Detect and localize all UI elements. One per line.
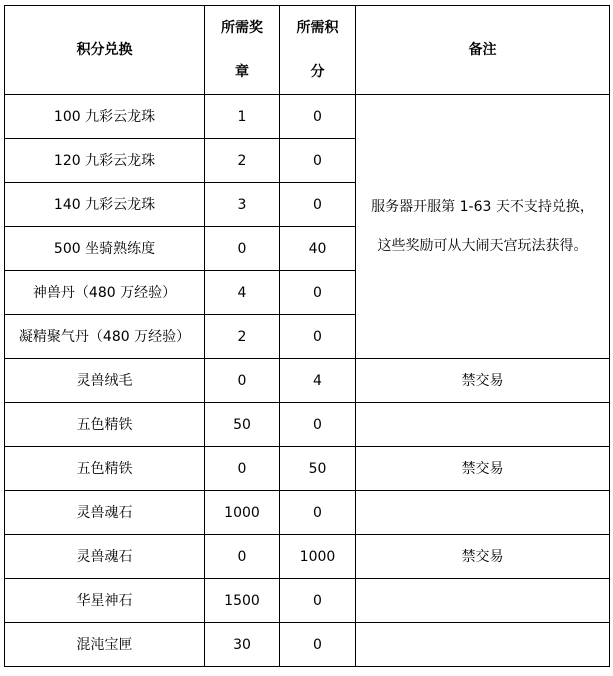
exchange-table bbox=[4, 5, 610, 667]
points-cell: 0 bbox=[280, 403, 356, 447]
merged-note-line2: 这些奖励可从大闹天宫玩法获得。 bbox=[377, 237, 588, 254]
table-row bbox=[5, 95, 610, 139]
points-cell: 0 bbox=[280, 579, 356, 623]
merged-note-line1: 服务器开服第 1-63 天不支持兑换， bbox=[371, 198, 594, 215]
table-row bbox=[5, 579, 610, 623]
item-cell: 灵兽魂石 bbox=[5, 535, 205, 579]
item-cell: 140 九彩云龙珠 bbox=[5, 183, 205, 227]
note-cell bbox=[356, 623, 610, 667]
medals-cell: 1500 bbox=[205, 579, 280, 623]
medals-cell: 2 bbox=[205, 139, 280, 183]
points-cell: 0 bbox=[280, 139, 356, 183]
medals-cell: 2 bbox=[205, 315, 280, 359]
table-row bbox=[5, 403, 610, 447]
header-medals bbox=[205, 6, 280, 95]
item-cell: 神兽丹（480 万经验） bbox=[5, 271, 205, 315]
table-row bbox=[5, 623, 610, 667]
header-medals-line1: 所需奖 bbox=[221, 20, 263, 36]
note-cell bbox=[356, 579, 610, 623]
note-cell bbox=[356, 491, 610, 535]
points-cell: 0 bbox=[280, 315, 356, 359]
note-cell bbox=[356, 403, 610, 447]
points-cell: 0 bbox=[280, 271, 356, 315]
points-cell: 40 bbox=[280, 227, 356, 271]
medals-cell: 0 bbox=[205, 447, 280, 491]
item-cell: 灵兽魂石 bbox=[5, 491, 205, 535]
medals-cell: 1 bbox=[205, 95, 280, 139]
item-cell: 五色精铁 bbox=[5, 447, 205, 491]
note-cell: 禁交易 bbox=[356, 535, 610, 579]
item-cell: 混沌宝匣 bbox=[5, 623, 205, 667]
item-cell: 五色精铁 bbox=[5, 403, 205, 447]
table-row bbox=[5, 447, 610, 491]
header-points bbox=[280, 6, 356, 95]
medals-cell: 30 bbox=[205, 623, 280, 667]
medals-cell: 4 bbox=[205, 271, 280, 315]
points-cell: 50 bbox=[280, 447, 356, 491]
item-cell: 500 坐骑熟练度 bbox=[5, 227, 205, 271]
table-row bbox=[5, 491, 610, 535]
item-cell: 华星神石 bbox=[5, 579, 205, 623]
table-row bbox=[5, 535, 610, 579]
points-cell: 0 bbox=[280, 623, 356, 667]
item-cell: 凝精聚气丹（480 万经验） bbox=[5, 315, 205, 359]
table-row bbox=[5, 359, 610, 403]
item-cell: 灵兽绒毛 bbox=[5, 359, 205, 403]
header-note: 备注 bbox=[356, 6, 610, 95]
note-cell: 禁交易 bbox=[356, 447, 610, 491]
header-points-line2: 分 bbox=[310, 64, 325, 80]
merged-note-cell bbox=[356, 95, 610, 359]
medals-cell: 50 bbox=[205, 403, 280, 447]
item-cell: 120 九彩云龙珠 bbox=[5, 139, 205, 183]
points-cell: 0 bbox=[280, 491, 356, 535]
medals-cell: 1000 bbox=[205, 491, 280, 535]
medals-cell: 3 bbox=[205, 183, 280, 227]
medals-cell: 0 bbox=[205, 227, 280, 271]
item-cell: 100 九彩云龙珠 bbox=[5, 95, 205, 139]
points-cell: 0 bbox=[280, 183, 356, 227]
points-cell: 0 bbox=[280, 95, 356, 139]
medals-cell: 0 bbox=[205, 535, 280, 579]
header-medals-line2: 章 bbox=[235, 64, 249, 80]
header-row bbox=[5, 6, 610, 95]
header-points-line1: 所需积 bbox=[296, 20, 339, 36]
header-item: 积分兑换 bbox=[5, 6, 205, 95]
note-cell: 禁交易 bbox=[356, 359, 610, 403]
points-cell: 1000 bbox=[280, 535, 356, 579]
medals-cell: 0 bbox=[205, 359, 280, 403]
points-cell: 4 bbox=[280, 359, 356, 403]
